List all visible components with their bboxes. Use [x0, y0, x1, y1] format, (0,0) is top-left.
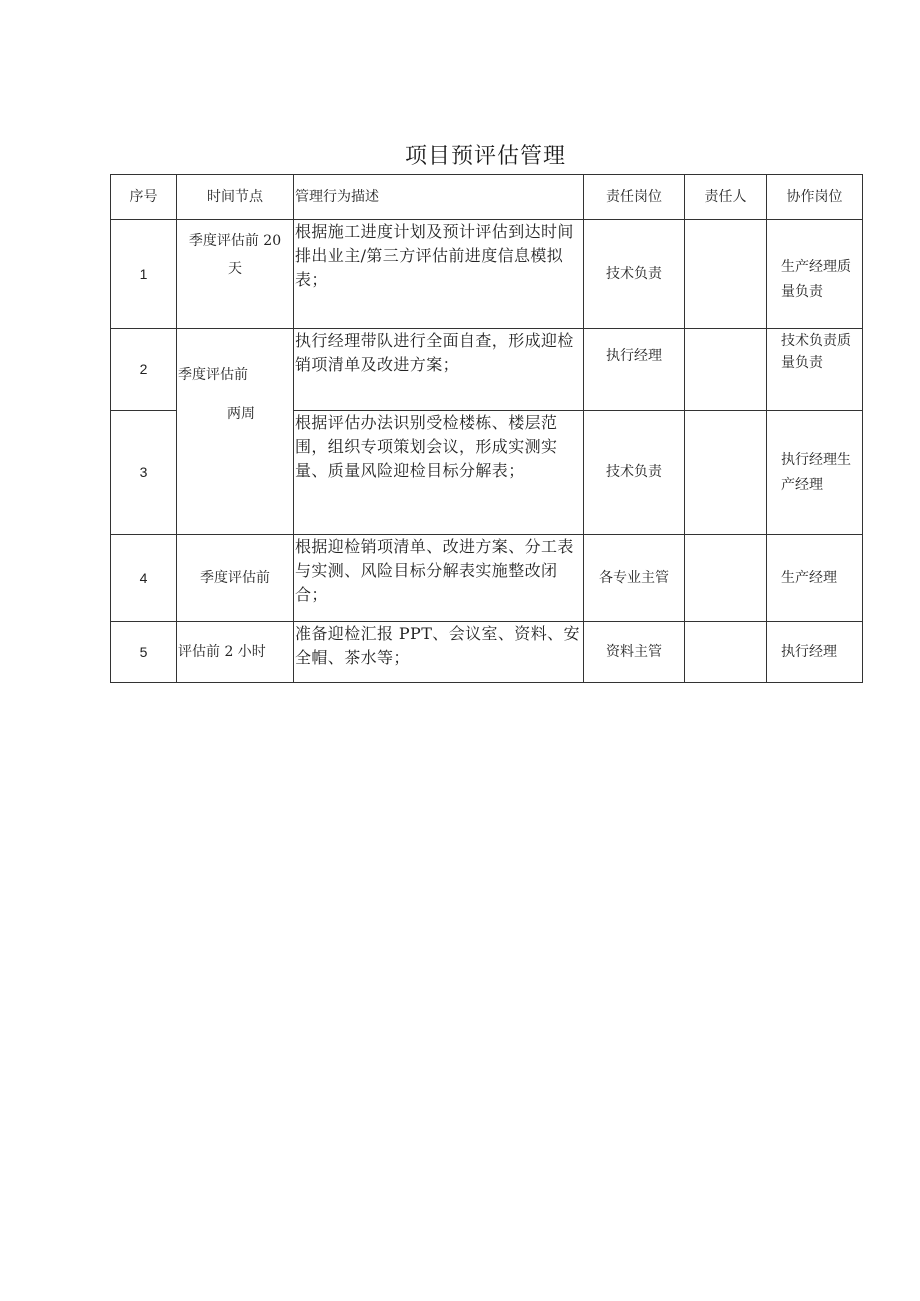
table-header-row	[111, 175, 863, 220]
row-owner	[685, 535, 767, 622]
header-position: 责任岗位	[584, 175, 685, 220]
row-owner	[685, 329, 767, 411]
row-time-node: 季度评估前	[177, 535, 294, 622]
row-description	[294, 329, 584, 411]
header-index: 序号	[111, 175, 177, 220]
description-text: 准备迎检汇报 PPT、会议室、资料、安全帽、茶水等；	[295, 624, 580, 667]
time-node-line2: 天	[228, 261, 242, 277]
row-position: 执行经理	[584, 329, 685, 411]
time-node-line1: 季度评估前 20	[188, 233, 282, 249]
row-index: 5	[111, 622, 177, 683]
row-collaboration: 生产经理质量负责	[767, 220, 863, 329]
row-position: 资料主管	[584, 622, 685, 683]
row-index: 2	[111, 329, 177, 411]
row-description	[294, 535, 584, 622]
header-collaboration: 协作岗位	[767, 175, 863, 220]
header-description: 管理行为描述	[294, 175, 584, 220]
row-position: 技术负责	[584, 411, 685, 535]
header-time-node: 时间节点	[177, 175, 294, 220]
row-description	[294, 220, 584, 329]
row-description	[294, 622, 584, 683]
description-text: 执行经理带队进行全面自查，形成迎检销项清单及改进方案；	[295, 331, 574, 374]
row-position: 技术负责	[584, 220, 685, 329]
description-text: 根据施工进度计划及预计评估到达时间排出业主/第三方评估前进度信息模拟表；	[295, 222, 574, 289]
row-position: 各专业主管	[584, 535, 685, 622]
row-collaboration: 技术负责质量负责	[767, 329, 863, 411]
row-owner	[685, 220, 767, 329]
description-text: 根据迎检销项清单、改进方案、分工表与实测、风险目标分解表实施整改闭合；	[295, 537, 574, 604]
row-collaboration: 执行经理生产经理	[767, 411, 863, 535]
row-time-node-merged	[177, 329, 294, 535]
row-index: 4	[111, 535, 177, 622]
row-index: 1	[111, 220, 177, 329]
table-row	[111, 220, 863, 329]
row-owner	[685, 622, 767, 683]
row-time-node	[177, 220, 294, 329]
row-index: 3	[111, 411, 177, 535]
table-row	[111, 535, 863, 622]
time-node-line1: 季度评估前	[178, 367, 248, 383]
management-table	[110, 174, 863, 683]
header-owner: 责任人	[685, 175, 767, 220]
description-text: 根据评估办法识别受检楼栋、楼层范围，组织专项策划会议，形成实测实量、质量风险迎检目标分解表；	[295, 413, 558, 480]
row-time-node: 评估前 2 小时	[177, 622, 294, 683]
row-owner	[685, 411, 767, 535]
table-row	[111, 622, 863, 683]
table-row	[111, 329, 863, 411]
time-node-line2: 两周	[227, 406, 255, 422]
row-description	[294, 411, 584, 535]
document-title: 项目预评估管理	[404, 144, 566, 169]
row-collaboration: 执行经理	[767, 622, 863, 683]
row-collaboration: 生产经理	[767, 535, 863, 622]
